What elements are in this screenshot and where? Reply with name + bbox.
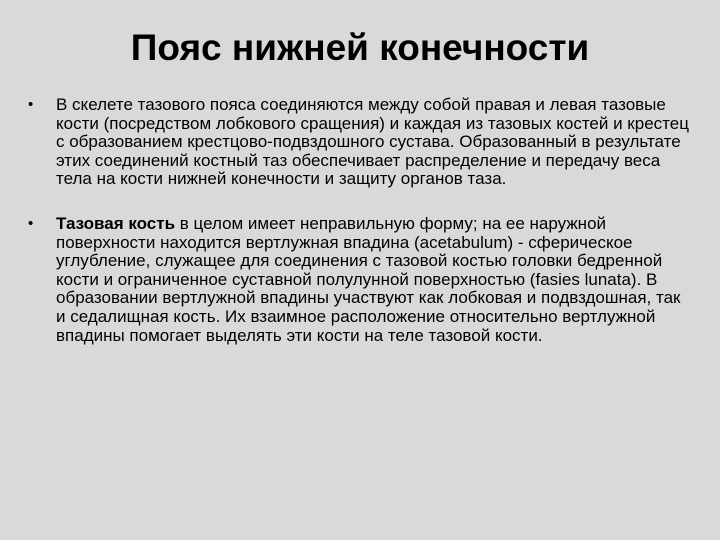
bullet-text bbox=[56, 214, 681, 345]
bullet-item bbox=[26, 96, 694, 189]
bullet-list bbox=[26, 96, 694, 371]
bullet-marker: • bbox=[28, 214, 34, 232]
bullet-item bbox=[26, 215, 694, 345]
bullet-text: В скелете тазового пояса соединяются между собой правая и левая тазовые кости (посредством лобкового сращения) и каждая из тазовых костей и крестец с образованием крестцово-подвздошного сустава. Образованный в результате этих соединений костный таз обеспечивает распределение и передачу веса тела на кости нижней конечности и защиту органов таза. bbox=[56, 95, 689, 189]
bullet-marker: • bbox=[28, 96, 34, 113]
slide-title: Пояс нижней конечности bbox=[130, 27, 590, 68]
bold-term: Тазовая кость bbox=[56, 213, 176, 233]
bullet-body: в целом имеет неправильную форму; на ее наружной поверхности находится вертлужная впадина (acetabulum) - сферическое углубление, служащее для соединения с тазовой костью головки бедренной кости и ограниченное суставной полулунной поверхностью (fasies lunata). В образовании вертлужной впадины участвуют как лобковая и подвздошная, так и седалищная кость. Их взаимное расположение относительно вертлужной впадины помогает выделять эти кости на теле тазовой кости. bbox=[56, 213, 681, 345]
